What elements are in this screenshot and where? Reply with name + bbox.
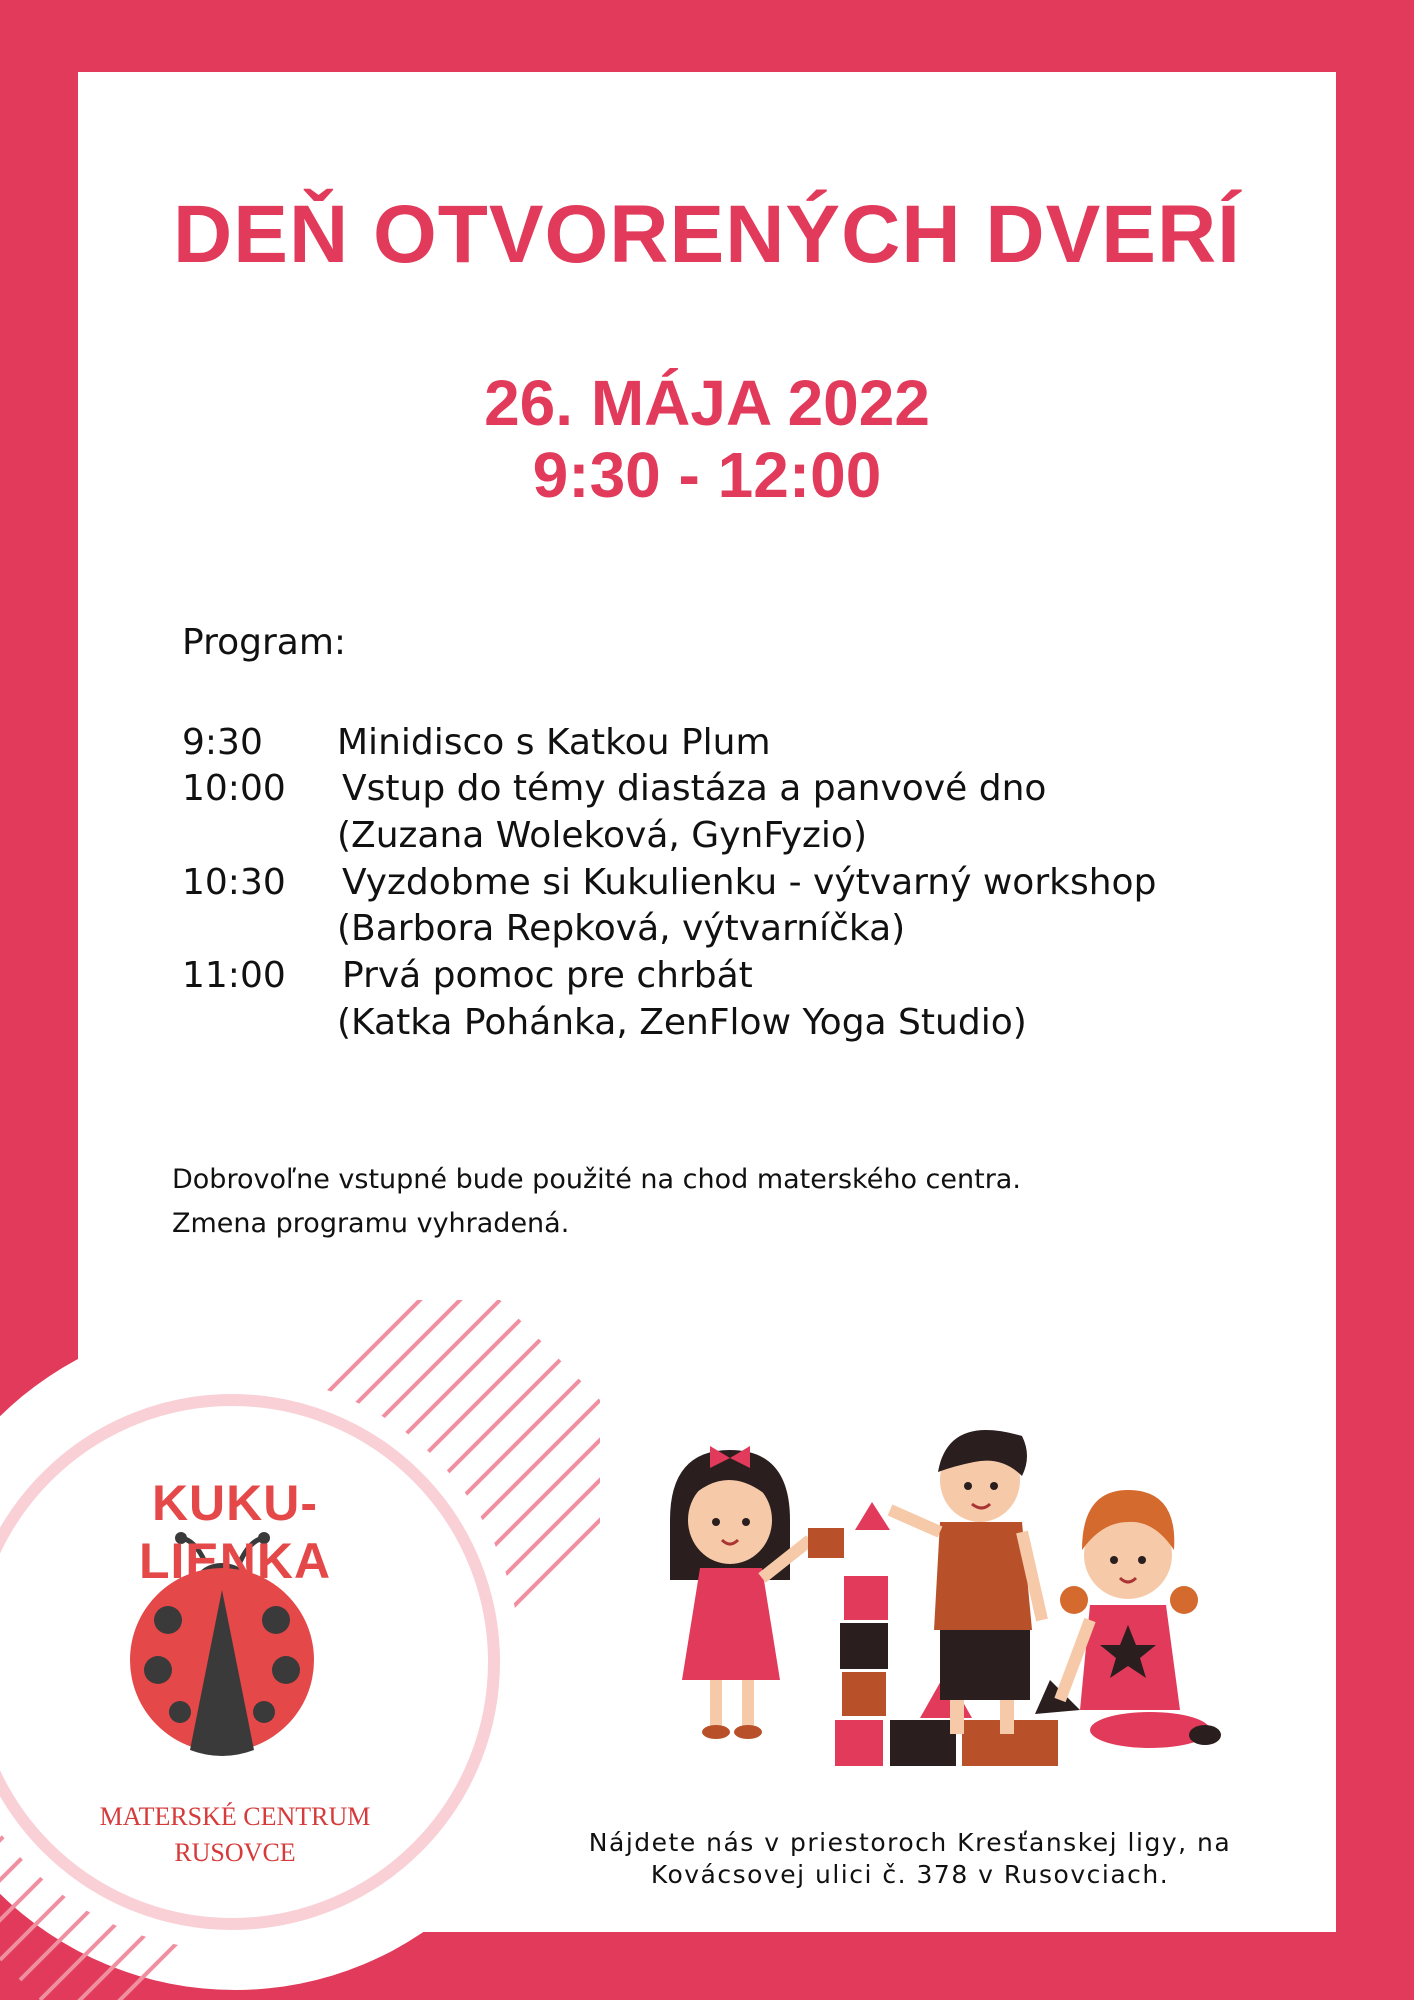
logo-subtitle-town: RUSOVCE	[174, 1838, 296, 1867]
program-item-time: 9:30	[182, 722, 263, 763]
girl-left-figure	[670, 1446, 844, 1739]
program-item-speaker: (Katka Pohánka, ZenFlow Yoga Studio)	[337, 1002, 1027, 1043]
children-building-blocks-illustration	[650, 1410, 1240, 1780]
logo-badge	[0, 1300, 600, 2000]
program-item-time: 10:00	[182, 768, 286, 809]
boy-figure	[890, 1430, 1042, 1734]
program-item-speaker: (Zuzana Woleková, GynFyzio)	[337, 815, 867, 856]
program-item-text: Minidisco s Katkou Plum	[337, 722, 771, 763]
logo-name: KUKU-LIENKA	[138, 1475, 332, 1589]
program-item-text: Vyzdobme si Kukulienku - výtvarný workshop	[342, 862, 1157, 903]
program-item-speaker: (Barbora Repková, výtvarníčka)	[337, 908, 906, 949]
program-heading: Program:	[182, 622, 347, 663]
program-item-text: Vstup do témy diastáza a panvové dno	[342, 768, 1047, 809]
note-entry-fee: Dobrovoľne vstupné bude použité na chod materského centra.	[172, 1164, 1021, 1195]
program-item-text: Prvá pomoc pre chrbát	[342, 955, 753, 996]
event-date: 26. MÁJA 2022	[484, 367, 930, 439]
girl-right-figure	[1060, 1490, 1221, 1748]
program-item-time: 11:00	[182, 955, 286, 996]
logo-subtitle: MATERSKÉ CENTRUM	[99, 1802, 371, 1831]
event-time: 9:30 - 12:00	[532, 439, 882, 511]
page-title: DEŇ OTVORENÝCH DVERÍ	[173, 189, 1241, 280]
note-program-change: Zmena programu vyhradená.	[172, 1208, 570, 1239]
address-line-1: Nájdete nás v priestoroch Kresťanskej ligy, na	[588, 1828, 1232, 1857]
program-item-time: 10:30	[182, 862, 286, 903]
address-line-2: Kovácsovej ulici č. 378 v Rusovciach.	[650, 1860, 1170, 1889]
